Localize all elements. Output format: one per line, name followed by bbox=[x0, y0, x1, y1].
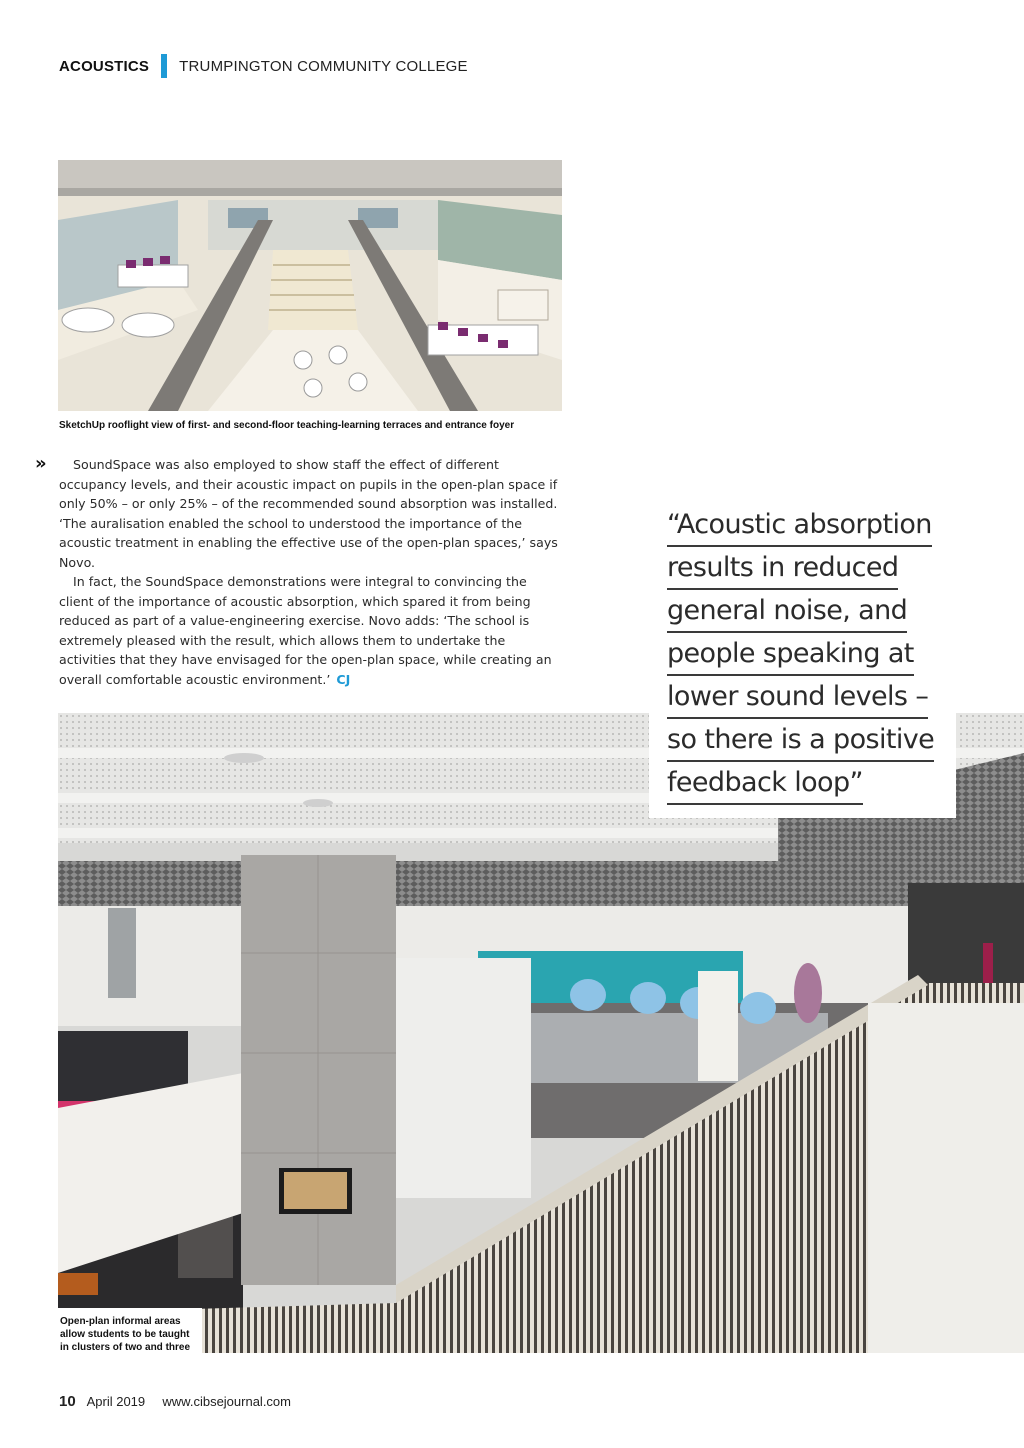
continuation-marker: » bbox=[35, 453, 47, 474]
caption-line: in clusters of two and three bbox=[60, 1342, 191, 1353]
header-title: TRUMPINGTON COMMUNITY COLLEGE bbox=[179, 57, 468, 75]
pull-quote-line: people speaking at bbox=[667, 639, 914, 676]
sketchup-rooflight-image bbox=[58, 160, 562, 411]
pull-quote-line: so there is a positive bbox=[667, 725, 934, 762]
header-accent-bar bbox=[161, 54, 167, 78]
paragraph bbox=[59, 572, 559, 689]
caption-line: Open-plan informal areas bbox=[60, 1316, 181, 1327]
pull-quote-line: feedback loop” bbox=[667, 768, 863, 805]
issue-date: April 2019 bbox=[86, 1394, 146, 1409]
pull-quote-line: general noise, and bbox=[667, 596, 907, 633]
paragraph bbox=[35, 453, 559, 572]
figure-caption: SketchUp rooflight view of first- and second-floor teaching-learning terraces and entrance foyer bbox=[59, 420, 515, 431]
pull-quote-line: results in reduced bbox=[667, 553, 898, 590]
pull-quote bbox=[649, 500, 956, 818]
paragraph-text: SoundSpace was also employed to show staff the effect of different occupancy levels, and their acoustic impact on pupils in the open-plan space if only 50% – or only 25% – of the recommended sound absorption was installed. ‘The auralisation enabled the school to understood the importance of the acoustic treatment in enabling the effective use of the open-plan spaces,’ says Novo. bbox=[59, 457, 558, 570]
pull-quote-line: lower sound levels – bbox=[667, 682, 928, 719]
website-link[interactable]: www.cibsejournal.com bbox=[162, 1394, 291, 1409]
page-footer bbox=[59, 1393, 291, 1410]
article-body bbox=[35, 453, 559, 689]
pull-quote-line: “Acoustic absorption bbox=[667, 510, 932, 547]
photo-caption bbox=[58, 1308, 202, 1360]
author-signoff: CJ bbox=[336, 671, 351, 687]
paragraph-text: In fact, the SoundSpace demonstrations were integral to convincing the client of the importance of acoustic absorption, which spared it from being reduced as part of a value-engineering exercise. Novo adds: ‘The school is extremely pleased with the result, which allows them to undertake the activities that they have envisaged for the open-plan space, while creating an overall comfortable acoustic environment.’ bbox=[59, 574, 552, 687]
caption-line: allow students to be taught bbox=[60, 1329, 190, 1340]
page-number: 10 bbox=[59, 1393, 76, 1410]
running-header bbox=[59, 55, 468, 77]
section-label: ACOUSTICS bbox=[59, 57, 150, 75]
